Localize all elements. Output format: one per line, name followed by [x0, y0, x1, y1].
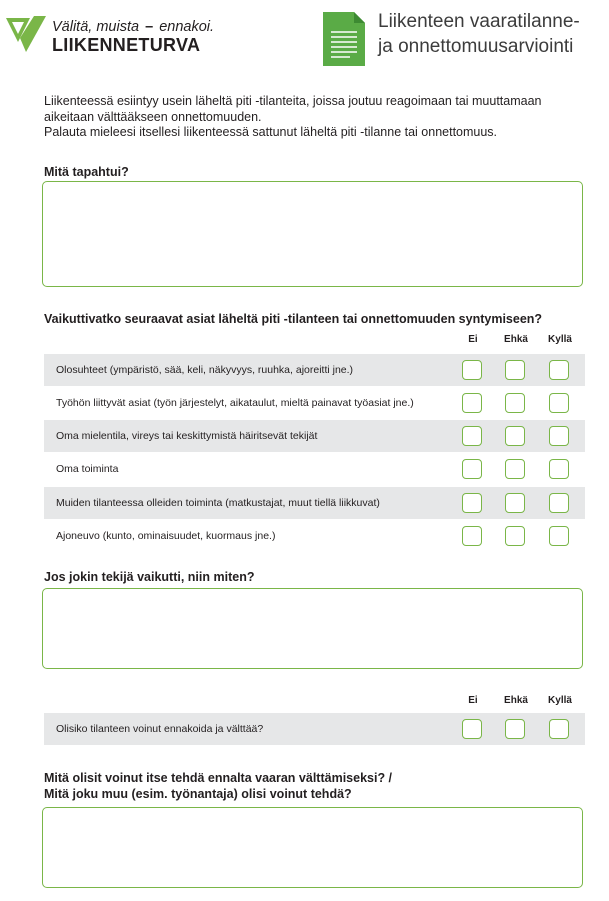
- checkbox-kylla[interactable]: [549, 426, 569, 446]
- factor-row-conditions: [44, 354, 585, 386]
- prevention-textbox[interactable]: [42, 807, 583, 888]
- checkbox-ei[interactable]: [462, 426, 482, 446]
- column-header-kylla: Kyllä: [548, 334, 572, 345]
- checkbox-ei[interactable]: [462, 719, 482, 739]
- factor-row-own-action: [44, 453, 585, 485]
- intro-line-1: Liikenteessä esiintyy usein läheltä piti -tilanteita, joissa joutuu reagoimaan tai muuttamaan aikeitaan välttääkseen onnettomuuden.: [44, 94, 542, 124]
- what-happened-textbox[interactable]: [42, 181, 583, 287]
- checkbox-kylla[interactable]: [549, 493, 569, 513]
- question-prevention-line-1: Mitä olisit voinut itse tehdä ennalta vaaran välttämiseksi? /: [44, 771, 393, 785]
- how-textbox[interactable]: [42, 588, 583, 669]
- checkbox-kylla[interactable]: [549, 719, 569, 739]
- question-prevention-label: [44, 770, 392, 802]
- checkbox-ei[interactable]: [462, 393, 482, 413]
- checkbox-kylla[interactable]: [549, 526, 569, 546]
- checkbox-kylla[interactable]: [549, 393, 569, 413]
- factor-row-others-action: [44, 487, 585, 519]
- factor-row-label: Ajoneuvo (kunto, ominaisuudet, kuormaus jne.): [56, 530, 276, 542]
- column-header-ehka: Ehkä: [504, 334, 528, 345]
- checkbox-ehka[interactable]: [505, 393, 525, 413]
- question-contributing-factors-label: Vaikuttivatko seuraavat asiat läheltä piti -tilanteen tai onnettomuuden syntymiseen?: [44, 312, 543, 326]
- checkbox-ehka[interactable]: [505, 360, 525, 380]
- tagline-part1: Välitä, muista: [52, 19, 140, 35]
- tagline: [52, 19, 214, 35]
- column-header-ehka: Ehkä: [504, 695, 528, 706]
- factor-row-label: Oma toiminta: [56, 463, 119, 475]
- checkbox-ehka[interactable]: [505, 719, 525, 739]
- tagline-part2: ennakoi.: [159, 19, 215, 35]
- factor-row-label: Oma mielentila, vireys tai keskittymistä häiritsevät tekijät: [56, 430, 318, 442]
- factor-row-work: [44, 387, 585, 419]
- avoidable-row-label: Olisiko tilanteen voinut ennakoida ja välttää?: [56, 723, 264, 735]
- factor-row-vehicle: [44, 520, 585, 552]
- checkbox-ehka[interactable]: [505, 526, 525, 546]
- checkbox-ei[interactable]: [462, 526, 482, 546]
- checkbox-kylla[interactable]: [549, 459, 569, 479]
- liikenneturva-logo-icon: [4, 8, 48, 56]
- form-title: Liikenteen vaaratilanne- ja onnettomuusarviointi: [378, 11, 580, 57]
- question-what-happened-label: Mitä tapahtui?: [44, 165, 129, 179]
- checkbox-ei[interactable]: [462, 493, 482, 513]
- factor-row-state-of-mind: [44, 420, 585, 452]
- brand-name: LIIKENNETURVA: [52, 35, 201, 55]
- column-header-ei: Ei: [468, 334, 478, 345]
- factor-row-label: Työhön liittyvät asiat (työn järjestelyt, aikataulut, mieltä painavat työasiat jne.): [56, 397, 414, 409]
- intro-text: [44, 94, 574, 141]
- checkbox-ei[interactable]: [462, 459, 482, 479]
- checkbox-ehka[interactable]: [505, 459, 525, 479]
- factor-row-label: Muiden tilanteessa olleiden toiminta (matkustajat, muut tiellä liikkuvat): [56, 497, 380, 509]
- tagline-dash: –: [145, 19, 154, 35]
- checkbox-kylla[interactable]: [549, 360, 569, 380]
- avoidable-row: [44, 713, 585, 745]
- factor-row-label: Olosuhteet (ympäristö, sää, keli, näkyvyys, ruuhka, ajoreitti jne.): [56, 364, 354, 376]
- document-icon: [320, 10, 368, 68]
- checkbox-ehka[interactable]: [505, 426, 525, 446]
- intro-line-2: Palauta mieleesi itsellesi liikenteessä sattunut läheltä piti -tilanne tai onnettomuus.: [44, 125, 498, 139]
- column-header-kylla: Kyllä: [548, 695, 572, 706]
- question-prevention-line-2: Mitä joku muu (esim. työnantaja) olisi voinut tehdä?: [44, 787, 352, 801]
- checkbox-ei[interactable]: [462, 360, 482, 380]
- column-header-ei: Ei: [468, 695, 478, 706]
- question-how-label: Jos jokin tekijä vaikutti, niin miten?: [44, 570, 255, 584]
- checkbox-ehka[interactable]: [505, 493, 525, 513]
